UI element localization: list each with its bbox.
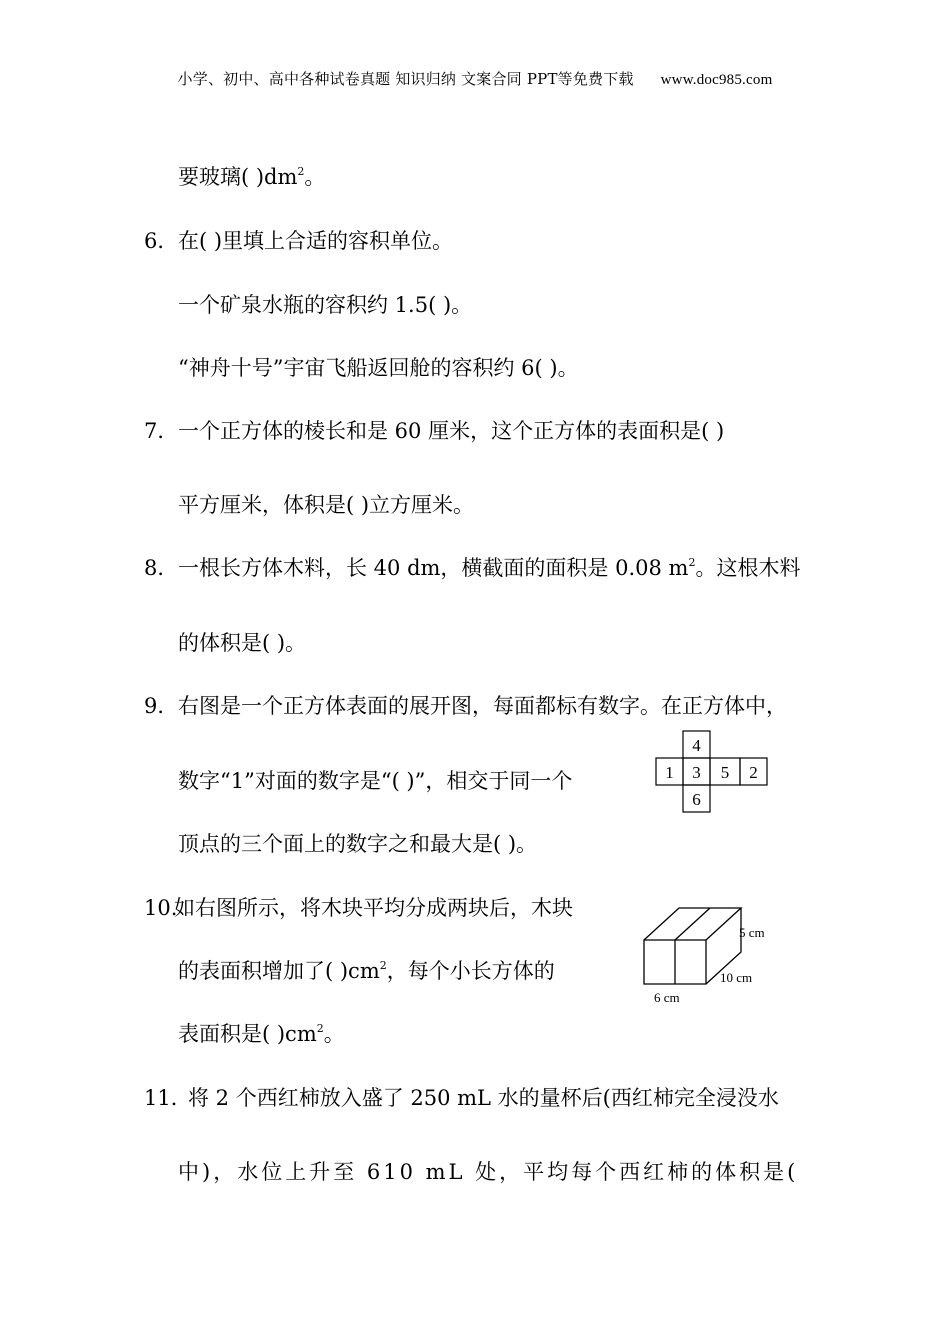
question-8-b: 的体积是( )。 bbox=[178, 631, 307, 655]
block-split-line-top bbox=[675, 908, 710, 940]
question-6: 6．在( )里填上合适的容积单位。 bbox=[144, 226, 453, 256]
question-number: 7． bbox=[144, 419, 179, 443]
question-9-b: 数字“1”对面的数字是“( )”，相交于同一个 bbox=[178, 769, 573, 793]
question-number: 9． bbox=[144, 694, 179, 718]
q5-continuation: 要玻璃( )$dm^2$。 bbox=[178, 165, 326, 189]
question-11-b: 中)，水位上升至 610 mL 处，平均每个西红柿的体积是( bbox=[178, 1160, 799, 1184]
header-url[interactable]: www.doc985.com bbox=[660, 72, 773, 88]
question-7: 7．一个正方体的棱长和是 60 厘米，这个正方体的表面积是( ) bbox=[144, 416, 724, 446]
wood-block-figure bbox=[636, 898, 786, 1010]
width-label: 6 cm bbox=[654, 990, 680, 1005]
depth-label: 10 cm bbox=[720, 970, 753, 985]
question-10-b: 的表面积增加了( )$cm^2$，每个小长方体的 bbox=[178, 959, 555, 983]
question-number: 10. bbox=[144, 896, 178, 920]
question-7-b: 平方厘米，体积是( )立方厘米。 bbox=[178, 493, 475, 517]
net-label-row-4: 2 bbox=[749, 763, 758, 782]
header-text: 小学、初中、高中各种试卷真题 知识归纳 文案合同 PPT等免费下载 bbox=[177, 70, 634, 88]
cube-net-figure bbox=[650, 728, 800, 816]
question-11: 11．将 2 个西红柿放入盛了 250 mL 水的量杯后(西红柿完全浸没水 bbox=[144, 1083, 779, 1113]
net-label-top: 4 bbox=[692, 736, 701, 755]
question-9: 9．右图是一个正方体表面的展开图，每面都标有数字。在正方体中， bbox=[144, 691, 787, 721]
question-number: 11． bbox=[144, 1086, 192, 1110]
net-label-row-1: 1 bbox=[665, 763, 674, 782]
question-number: 6． bbox=[144, 229, 179, 253]
question-8: 8．一根长方体木料，长 40 dm，横截面的面积是 0.08 $m^2$。这根木料 bbox=[144, 553, 800, 583]
question-10-c: 表面积是( )$cm^2$。 bbox=[178, 1022, 345, 1046]
question-6-b: “神舟十号”宇宙飞船返回舱的容积约 6( )。 bbox=[178, 356, 579, 380]
question-number: 8． bbox=[144, 556, 179, 580]
question-9-c: 顶点的三个面上的数字之和最大是( )。 bbox=[178, 832, 538, 856]
net-label-bottom: 6 bbox=[692, 790, 701, 809]
question-6-a: 一个矿泉水瓶的容积约 1.5( )。 bbox=[178, 293, 473, 317]
net-label-row-3: 5 bbox=[720, 763, 730, 782]
net-label-row-2: 3 bbox=[692, 763, 701, 782]
question-10: 10.如右图所示，将木块平均分成两块后，木块 bbox=[144, 893, 573, 923]
page-header bbox=[0, 68, 950, 89]
height-label: 5 cm bbox=[739, 925, 765, 940]
